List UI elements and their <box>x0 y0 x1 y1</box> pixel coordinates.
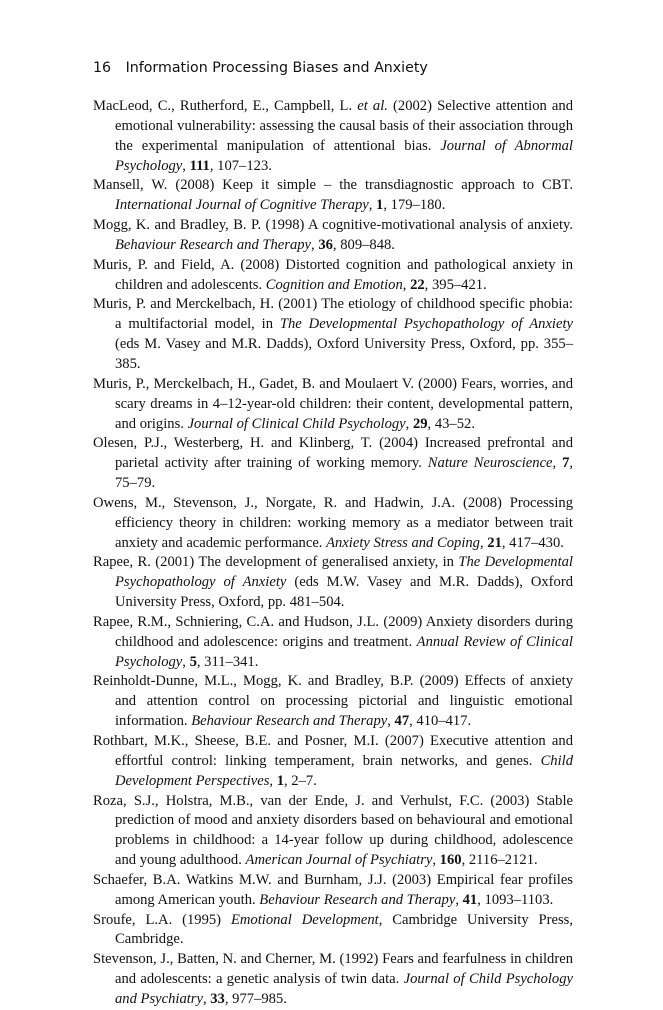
reference-entry: Muris, P. and Merckelbach, H. (2001) The etiology of childhood specific phobia: a multifactorial model, in The Developmental Psychopathology of Anxiety (eds M. Vasey and M.R. Dadds), Oxford University Press, Oxford, pp. 355–385. <box>93 296 573 372</box>
running-header <box>93 60 428 76</box>
reference-entry: Owens, M., Stevenson, J., Norgate, R. and Hadwin, J.A. (2008) Processing efficiency theory in children: working memory as a mediator between trait anxiety and academic performance. Anxiety Stress and Coping, 21, 417–430. <box>93 494 573 551</box>
reference-entry: Olesen, P.J., Westerberg, H. and Klinberg, T. (2004) Increased prefrontal and parietal activity after training of working memory. Nature Neuroscience, 7, 75–79. <box>93 435 574 492</box>
reference-entry: Rapee, R. (2001) The development of generalised anxiety, in The Developmental Psychopathology of Anxiety (eds M.W. Vasey and M.R. Dadds), Oxford University Press, Oxford, pp. 481–504. <box>93 554 573 611</box>
reference-entry: Muris, P., Merckelbach, H., Gadet, B. and Moulaert V. (2000) Fears, worries, and scary dreams in 4–12-year-old children: their content, developmental pattern, and origins. Journal of Clinical Child Psychology, 29, 43–52. <box>93 375 573 432</box>
reference-entry: Sroufe, L.A. (1995) Emotional Development, Cambridge University Press, Cambridge. <box>93 911 573 948</box>
reference-entry: Rothbart, M.K., Sheese, B.E. and Posner, M.I. (2007) Executive attention and effortful control: linking temperament, brain networks, and genes. Child Development Perspectives, 1, 2–7. <box>93 733 573 789</box>
reference-entry: Muris, P. and Field, A. (2008) Distorted cognition and pathological anxiety in children and adolescents. Cognition and Emotion, 22, 395–421. <box>93 256 573 293</box>
reference-entry: Mogg, K. and Bradley, B. P. (1998) A cognitive-motivational analysis of anxiety. Behaviour Research and Therapy, 36, 809–848. <box>93 217 573 253</box>
reference-list <box>93 97 573 1010</box>
reference-entry: Rapee, R.M., Schniering, C.A. and Hudson, J.L. (2009) Anxiety disorders during childhood and adolescence: origins and treatment. Annual Review of Clinical Psychology, 5, 311–341. <box>93 613 573 670</box>
reference-entry: Reinholdt-Dunne, M.L., Mogg, K. and Bradley, B.P. (2009) Effects of anxiety and attention control on processing pictorial and linguistic emotional information. Behaviour Research and Therapy, 47, 410–417. <box>93 673 573 730</box>
reference-entry: Roza, S.J., Holstra, M.B., van der Ende, J. and Verhulst, F.C. (2003) Stable prediction of mood and anxiety disorders based on behavioural and emotional problems in childhood: a 14-year follow up during childhood, adolescence and young adulthood. American Journal of Psychiatry, 160, 2116–2121. <box>93 792 573 869</box>
reference-entry: Stevenson, J., Batten, N. and Cherner, M. (1992) Fears and fearfulness in children and adolescents: a genetic analysis of twin data. Journal of Child Psychology and Psychiatry, 33, 977–985. <box>93 951 573 1007</box>
running-title: Information Processing Biases and Anxiety <box>125 60 428 76</box>
reference-entry: MacLeod, C., Rutherford, E., Campbell, L. et al. (2002) Selective attention and emotional vulnerability: assessing the causal basis of their association through the experimental manipulation of attentional bias. Journal of Abnormal Psychology, 111, 107–123. <box>93 98 573 174</box>
reference-entry: Mansell, W. (2008) Keep it simple – the transdiagnostic approach to CBT. International Journal of Cognitive Therapy, 1, 179–180. <box>93 177 573 214</box>
page-number: 16 <box>93 60 112 76</box>
reference-entry: Schaefer, B.A. Watkins M.W. and Burnham, J.J. (2003) Empirical fear profiles among American youth. Behaviour Research and Therapy, 41, 1093–1103. <box>93 871 573 908</box>
